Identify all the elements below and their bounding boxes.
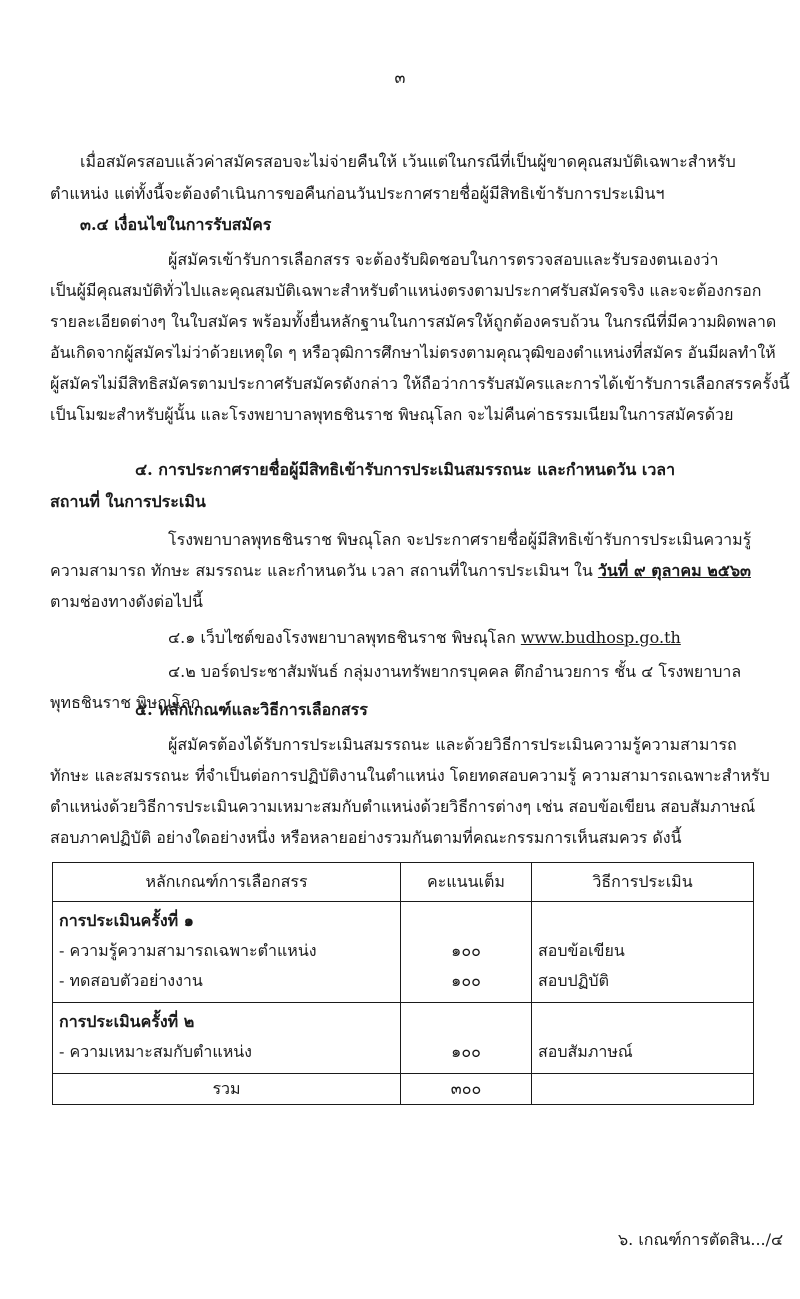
round1-score-cell [401,902,532,1003]
list-item-cont: พุทธชินราช พิษณุโลก [50,693,201,712]
round1-criteria-cell [53,902,401,1003]
spacer [538,906,747,936]
header-method: วิธีการประเมิน [532,863,754,902]
section-heading-4: ๔. การประกาศรายชื่อผู้มีสิทธิเข้ารับการประเมินสมรรถนะ และกำหนดวัน เวลา [135,460,676,479]
table-row-total [53,1074,754,1105]
paragraph-line: เป็นผู้มีคุณสมบัติทั่วไปและคุณสมบัติเฉพาะสำหรับตำแหน่งตรงตามประกาศรับสมัครจริง และจะต้องกรอก [50,281,762,300]
list-item [168,628,681,648]
section-heading-3-4: ๓.๔ เงื่อนไขในการรับสมัคร [80,215,272,234]
total-method-empty [532,1074,754,1105]
round1-method-2: สอบปฏิบัติ [538,971,609,990]
list-item: ๔.๒ บอร์ดประชาสัมพันธ์ กลุ่มงานทรัพยากรบุคคล ตึกอำนวยการ ชั้น ๔ โรงพยาบาล [168,662,742,681]
round2-title: การประเมินครั้งที่ ๒ [59,1012,195,1031]
paragraph-line: รายละเอียดต่างๆ ในใบสมัคร พร้อมทั้งยื่นหลักฐานในการสมัครให้ถูกต้องครบถ้วน ในกรณีที่มีความผิดพลาด [50,312,777,331]
paragraph-line: ตามช่องทางดังต่อไปนี้ [50,592,203,611]
table-row-round2 [53,1003,754,1074]
table-header-row [53,863,754,902]
paragraph-line: ตำแหน่งด้วยวิธีการประเมินความเหมาะสมกับตำแหน่งด้วยวิธีการต่างๆ เช่น สอบข้อเขียน สอบสัมภาษณ์ [50,797,756,816]
table-row-round1 [53,902,754,1003]
page-number: ๓ [394,68,406,87]
section-heading-4-cont: สถานที่ ในการประเมิน [50,492,206,511]
header-score: คะแนนเต็ม [401,863,532,902]
round2-score-cell [401,1003,532,1074]
paragraph-line: เมื่อสมัครสอบแล้วค่าสมัครสอบจะไม่จ่ายคืนให้ เว้นแต่ในกรณีที่เป็นผู้ขาดคุณสมบัติเฉพาะสำหรับ [80,152,736,171]
section-heading-5: ๕. หลักเกณฑ์และวิธีการเลือกสรร [135,700,368,719]
paragraph-line: ตำแหน่ง แต่ทั้งนี้จะต้องดำเนินการขอคืนก่อนวันประกาศรายชื่อผู้มีสิทธิเข้ารับการประเมินฯ [50,184,665,203]
paragraph-line: สอบภาคปฏิบัติ อย่างใดอย่างหนึ่ง หรือหลายอย่างรวมกันตามที่คณะกรรมการเห็นสมควร ดังนี้ [50,828,682,847]
paragraph-line: ผู้สมัครต้องได้รับการประเมินสมรรถนะ และด้วยวิธีการประเมินความรู้ความสามารถ [168,735,737,754]
round1-method-cell [532,902,754,1003]
paragraph-text: ความสามารถ ทักษะ สมรรถนะ และกำหนดวัน เวลา สถานที่ในการประเมินฯ ใน [50,561,598,580]
paragraph-line: ผู้สมัครไม่มีสิทธิสมัครตามประกาศรับสมัครดังกล่าว ให้ถือว่าการรับสมัครและการได้เข้ารับการเลือกสรรครั้งนี้ [50,374,790,393]
paragraph-line: ผู้สมัครเข้ารับการเลือกสรร จะต้องรับผิดชอบในการตรวจสอบและรับรองตนเองว่า [168,250,719,269]
paragraph-line: ทักษะ และสมรรถนะ ที่จำเป็นต่อการปฏิบัติงานในตำแหน่ง โดยทดสอบความรู้ ความสามารถเฉพาะสำหรับ [50,766,770,785]
round1-method-1: สอบข้อเขียน [538,941,625,960]
paragraph-line: เป็นโมฆะสำหรับผู้นั้น และโรงพยาบาลพุทธชินราช พิษณุโลก จะไม่คืนค่าธรรมเนียมในการสมัครด้วย [50,405,734,424]
round2-criterion-1: - ความเหมาะสมกับตำแหน่ง [59,1042,252,1061]
spacer [407,906,525,936]
round2-score-1: ๑๐๐ [451,1042,481,1061]
spacer [407,1007,525,1037]
round1-title: การประเมินครั้งที่ ๑ [59,911,194,930]
footer-reference: ๖. เกณฑ์การตัดสิน.../๔ [618,1230,784,1249]
round1-criterion-1: - ความรู้ความสามารถเฉพาะตำแหน่ง [59,941,317,960]
paragraph-line [50,561,751,581]
criteria-table [52,862,754,1105]
spacer [538,1007,747,1037]
total-label: รวม [53,1074,401,1105]
round2-method-cell [532,1003,754,1074]
announcement-date: วันที่ ๙ ตุลาคม ๒๕๖๓ [597,561,751,580]
paragraph-line: โรงพยาบาลพุทธชินราช พิษณุโลก จะประกาศรายชื่อผู้มีสิทธิเข้ารับการประเมินความรู้ [168,530,752,549]
paragraph-line: อันเกิดจากผู้สมัครไม่ว่าด้วยเหตุใด ๆ หรือวุฒิการศึกษาไม่ตรงตามคุณวุฒิของตำแหน่งที่สมัคร อันมีผลทำให้ [50,343,776,362]
round2-criteria-cell [53,1003,401,1074]
list-item-text: ๔.๑ เว็บไซต์ของโรงพยาบาลพุทธชินราช พิษณุโลก [168,628,521,647]
round1-score-2: ๑๐๐ [451,971,481,990]
round1-score-1: ๑๐๐ [451,941,481,960]
round1-criterion-2: - ทดสอบตัวอย่างงาน [59,971,203,990]
round2-method-1: สอบสัมภาษณ์ [538,1042,633,1061]
website-link[interactable]: www.budhosp.go.th [520,628,681,647]
header-criteria: หลักเกณฑ์การเลือกสรร [53,863,401,902]
total-score: ๓๐๐ [401,1074,532,1105]
